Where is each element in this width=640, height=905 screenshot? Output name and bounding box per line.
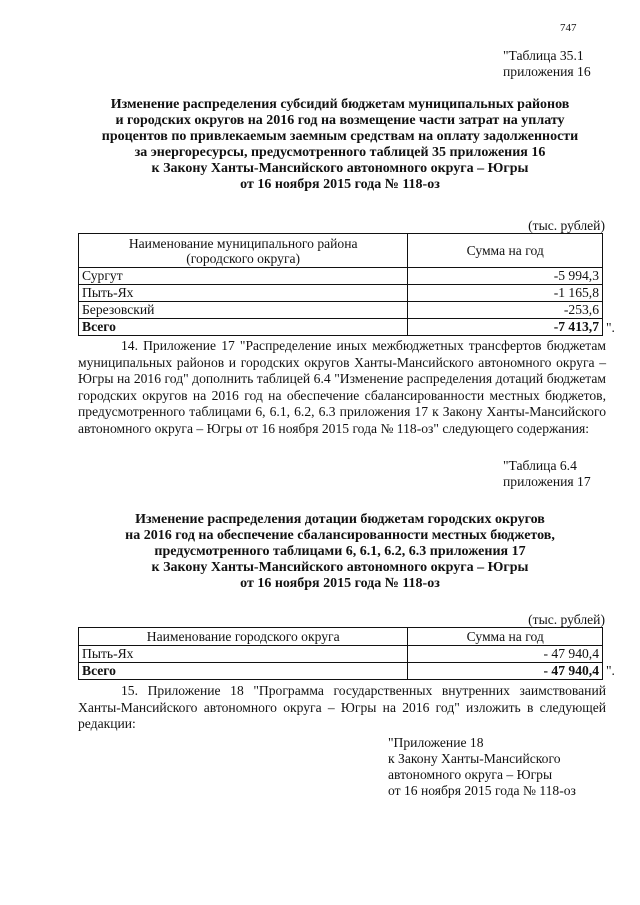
- appendix-18-ref: [388, 735, 576, 799]
- title-line: на 2016 год на обеспечение сбалансированности местных бюджетов,: [125, 528, 555, 543]
- table-row: [79, 302, 603, 319]
- table-row: [79, 285, 603, 302]
- appendix-ref-line: от 16 ноября 2015 года № 118-оз: [388, 783, 576, 798]
- title-line: и городских округов на 2016 год на возмещение части затрат на уплату: [115, 113, 565, 128]
- row-value: -253,6: [408, 302, 603, 319]
- table-header-row: [79, 234, 603, 268]
- row-value: -5 994,3: [408, 268, 603, 285]
- header-name: [79, 234, 408, 268]
- table-ref-line: "Таблица 35.1: [503, 48, 584, 63]
- total-label: Всего: [79, 663, 408, 680]
- total-value: - 47 940,4: [408, 663, 603, 680]
- table-35-1-title: [70, 97, 610, 193]
- header-name: Наименование городского округа: [79, 628, 408, 646]
- table-total-row: [79, 663, 603, 680]
- table-ref-35-1: [503, 48, 591, 80]
- header-name-line: (городского округа): [186, 250, 301, 266]
- table-ref-line: приложения 16: [503, 64, 591, 79]
- table-header-row: [79, 628, 603, 646]
- appendix-ref-line: к Закону Ханты-Мансийского: [388, 751, 561, 766]
- subsidy-table: [78, 627, 603, 680]
- paragraph-14: 14. Приложение 17 "Распределение иных межбюджетных трансфертов бюджетам муниципальных районов и городских округов Ханты-Мансийского автономного округа – Югры на 2016 год" дополнить таблицей 6.4 "Изменение распределения дотаций бюджетам городских округов на 2016 год на обеспечение сбалансированности местных бюджетов, предусмотренного таблицами 6, 6.1, 6.2, 6.3 приложения 17 к Закону Ханты-Мансийского автономного округа – Югры от 16 ноября 2015 года № 118-оз" следующего содержания:: [78, 338, 606, 436]
- unit-label: (тыс. рублей): [528, 612, 605, 627]
- title-line: к Закону Ханты-Мансийского автономного округа – Югры: [151, 161, 529, 176]
- title-line: за энергоресурсы, предусмотренного таблицей 35 приложения 16: [134, 145, 546, 160]
- table-ref-line: "Таблица 6.4: [503, 458, 577, 473]
- row-name: Сургут: [79, 268, 408, 285]
- table-row: [79, 268, 603, 285]
- row-value: -1 165,8: [408, 285, 603, 302]
- closing-quote: ".: [606, 320, 615, 335]
- header-sum: Сумма на год: [408, 234, 603, 268]
- title-line: предусмотренного таблицами 6, 6.1, 6.2, 6.3 приложения 17: [154, 544, 526, 559]
- row-value: - 47 940,4: [408, 646, 603, 663]
- title-line: Изменение распределения субсидий бюджетам муниципальных районов: [110, 97, 570, 112]
- page-number: 747: [560, 22, 577, 34]
- table-ref-line: приложения 17: [503, 474, 591, 489]
- title-line: Изменение распределения дотации бюджетам городских округов: [135, 512, 545, 527]
- total-value: -7 413,7: [408, 319, 603, 336]
- subsidy-table: [78, 233, 603, 336]
- table-row: [79, 646, 603, 663]
- table-ref-6-4: [503, 458, 591, 490]
- header-sum: Сумма на год: [408, 628, 603, 646]
- title-line: от 16 ноября 2015 года № 118-оз: [240, 177, 440, 192]
- row-name: Березовский: [79, 302, 408, 319]
- appendix-ref-line: "Приложение 18: [388, 735, 484, 750]
- table-total-row: [79, 319, 603, 336]
- appendix-ref-line: автономного округа – Югры: [388, 767, 553, 782]
- row-name: Пыть-Ях: [79, 646, 408, 663]
- paragraph-15: 15. Приложение 18 "Программа государственных внутренних заимствований Ханты-Мансийского автономного округа – Югры на 2016 год" изложить в следующей редакции:: [78, 683, 606, 731]
- title-line: процентов по привлекаемым заемным средствам на оплату задолженности: [101, 129, 579, 144]
- total-label: Всего: [79, 319, 408, 336]
- header-name-line: Наименование муниципального района: [128, 235, 358, 251]
- unit-label: (тыс. рублей): [528, 218, 605, 233]
- title-line: к Закону Ханты-Мансийского автономного округа – Югры: [151, 560, 529, 575]
- title-line: от 16 ноября 2015 года № 118-оз: [240, 576, 440, 591]
- row-name: Пыть-Ях: [79, 285, 408, 302]
- table-6-4-title: [70, 512, 610, 592]
- closing-quote: ".: [606, 663, 615, 678]
